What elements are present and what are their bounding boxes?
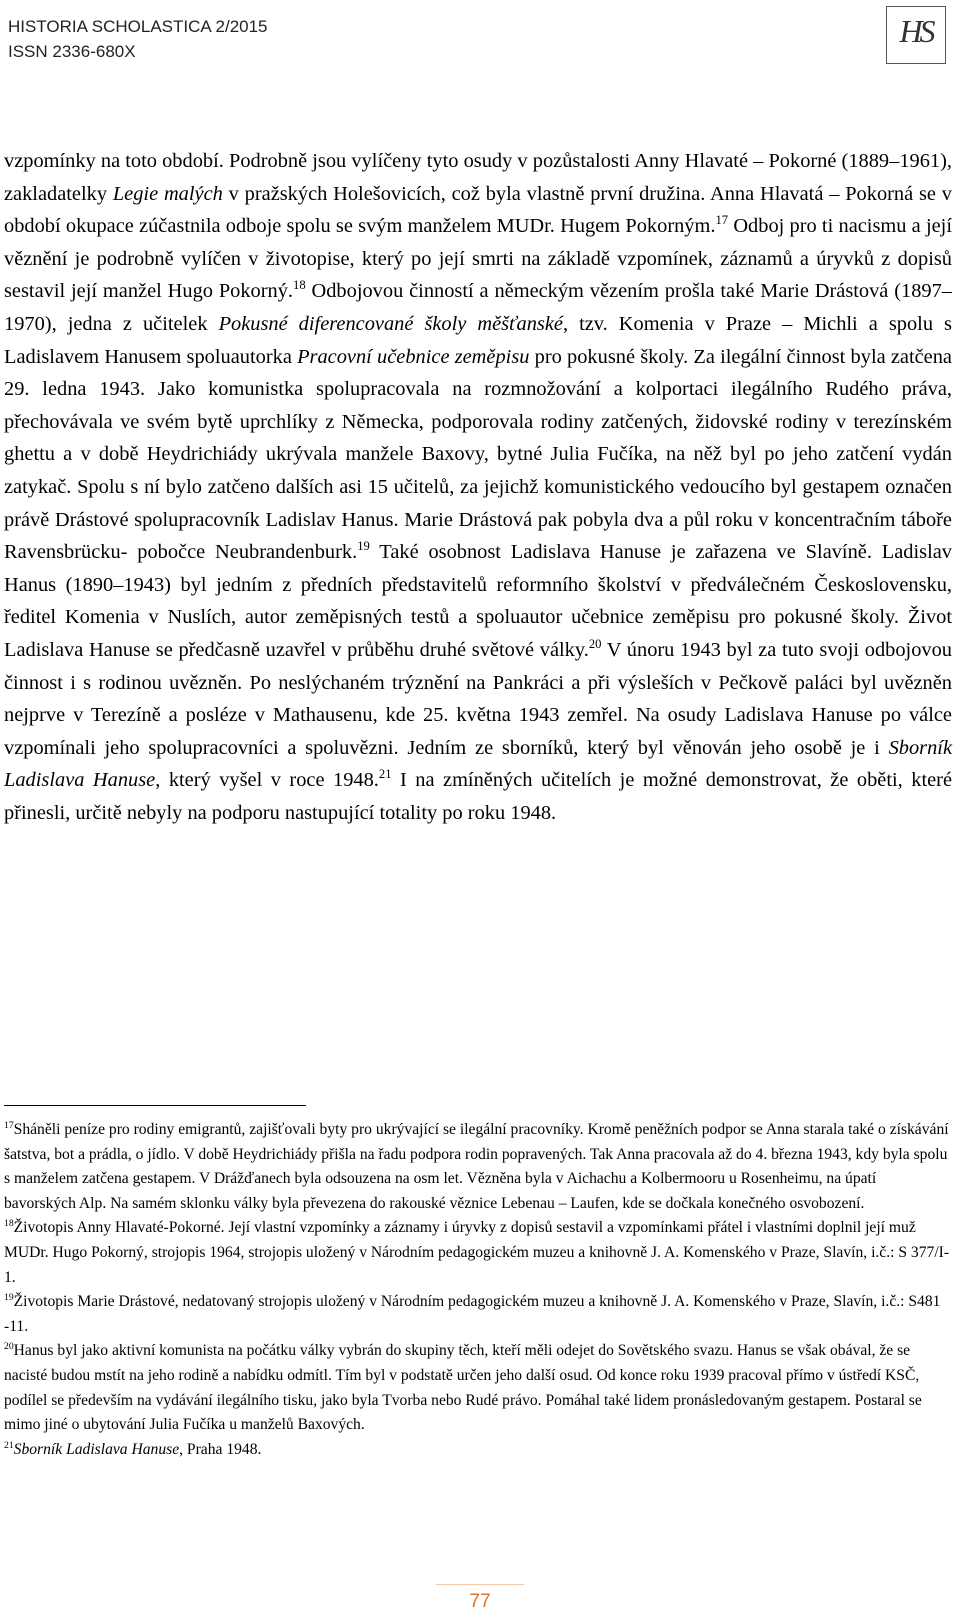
- footnote-separator: [4, 1105, 306, 1106]
- paragraph: vzpomínky na toto období. Podrobně jsou vylíčeny tyto osudy v pozůstalosti Anny Hlavaté – Pokorné (1889–1961), zakladatelky Legie malých v pražských Holešovicích, což byla vlastně první družina. Anna Hlavatá – Pokorná se v období okupace zúčastnila odboje spolu se svým manželem MUDr. Hugem Pokorným.$^{17}$ Odboj pro ti nacismu a její věznění je podrobně vylíčen v životopise, který po její smrti na základě vzpomínek, záznamů a úryvků z dopisů sestavil její manžel Hugo Pokorný.$^{18}$ Odbojovou činností a německým vězením prošla také Marie Drástová (1897–1970), jedna z učitelek Pokusné diferencované školy měšťanské, tzv. Komenia v Praze – Michli a spolu s Ladislavem Hanusem spoluautorka Pracovní učebnice zeměpisu pro pokusné školy. Za ilegální činnost byla zatčena 29. ledna 1943. Jako komunistka spolupracovala na rozmnožování a kolportaci ilegálního Rudého práva, přechovávala ve svém bytě uprchlíky z Německa, podporovala rodiny zatčených, židovské rodiny v terezínském ghettu a v době Heydrichiády ukrývala manžele Baxovy, bytné Julia Fučíka, na něž byl po jeho zatčení vydán zatykač. Spolu s ní bylo zatčeno dalších asi 15 učitelů, za jejichž komunistického vedoucího byl gestapem označen právě Drástové spolupracovník Ladislav Hanus. Marie Drástová pak pobyla dva a půl roku v koncentračním táboře Ravensbrücku- pobočce Neubrandenburk.$^{19}$ Také osobnost Ladislava Hanuse je zařazena ve Slavíně. Ladislav Hanus (1890–1943) byl jedním z předních představitelů reformního školství v předválečném Československu, ředitel Komenia v Nuslích, autor zeměpisných testů a spoluautor učebnice zeměpisu pro pokusné školy. Život Ladislava Hanuse se předčasně uzavřel v průběhu druhé světové války.$^{20}$ V únoru 1943 byl za tuto svoji odbojovou činnost i s rodinou uvězněn. Po neslýchaném trýznění na Pankráci a při výsleších v Pečkově paláci byl uvězněn nejprve v Terezíně a posléze v Mathausenu, kde 25. května 1943 zemřel. Na osudy Ladislava Hanuse po válce vzpomínali jeho spolupracovníci a spoluvězni. Jedním ze sborníků, který byl věnován jeho osobě je i Sborník Ladislava Hanuse, který vyšel v roce 1948.21 I na zmíněných učitelích je možné demonstrovat, že oběti, které přinesli, určitě nebyly na podporu nastupující totality po roku 1948.: [4, 150, 953, 824]
- footnotes: [4, 1118, 950, 1462]
- footnote-ref-19[interactable]: 19: [357, 539, 370, 554]
- footnote-ref-17[interactable]: 17: [715, 213, 729, 228]
- body-text: [4, 145, 952, 829]
- page-number: 77: [469, 1591, 491, 1612]
- footnote-18: $^{18}$Životopis Anny Hlavaté-Pokorné. Její vlastní vzpomínky a záznamy i úryvky z dopisů sestavil a vzpomínkami přátel i vlastními doplnil její muž MUDr. Hugo Pokorný, strojopis 1964, strojopis uložený v Národním pedagogickém muzeu a knihovně J. A. Komenského v Praze, Slavín, i.č.: S 377/I-1.: [4, 1218, 950, 1286]
- footnote-17: $^{17}$Sháněli peníze pro rodiny emigrantů, zajišťovali byty pro ukrývající se ilegální pracovníky. Kromě peněžních podpor se Anna starala také o získávání šatstva, bot a prádla, o jídlo. V době Heydrichiády přišla na řadu podpora rodin popravených. Tak Anna pracovala až do 4. března 1943, kdy byla spolu s manželem zatčena gestapem. V Drážďanech byla odsouzena na osm let. Vězněna byla v Aichachu a Kolbermooru u Rosenheimu, na úpatí bavorských Alp. Na samém sklonku války byla převezena do rakouské věznice Lebenau – Laufen, kde se dočkala konečného osvobození.: [4, 1119, 949, 1212]
- footnote-ref-20[interactable]: 20: [588, 637, 602, 652]
- page-number-rule: [436, 1584, 524, 1585]
- journal-title: HISTORIA SCHOLASTICA 2/2015: [8, 17, 268, 36]
- footnote-19: $^{19}$Životopis Marie Drástové, nedatovaný strojopis uložený v Národním pedagogickém muzeu a knihovně J. A. Komenského v Praze, Slavín, i.č.: S481 -11.: [4, 1291, 941, 1335]
- footnote-20: $^{20}$Hanus byl jako aktivní komunista na počátku války vybrán do skupiny těch, kteří měli odejet do Sovětského svazu. Hanus se však obával, že se nacisté budou mstít na jeho rodině a nabídku odmítl. Tím byl v podstatě určen jeho další osud. Od konce roku 1939 pracoval přímo v ústředí KSČ, podílel se především na vydávání ilegálního tisku, jako byla Tvorba nebo Rudé právo. Pomáhal také lidem pronásledovaným gestapem. Postaral se mimo jiné o ubytování Julia Fučíka u manželů Baxových.: [4, 1341, 922, 1434]
- footnote-ref-21[interactable]: 21: [378, 767, 392, 782]
- running-header: [8, 14, 268, 64]
- footnote-21: $^{21}$Sborník Ladislava Hanuse, Praha 1948.: [4, 1439, 262, 1458]
- journal-logo: [886, 6, 946, 64]
- logo-monogram: HS: [899, 13, 933, 49]
- footnote-ref-18[interactable]: 18: [293, 278, 306, 293]
- issn: ISSN 2336-680X: [8, 42, 136, 61]
